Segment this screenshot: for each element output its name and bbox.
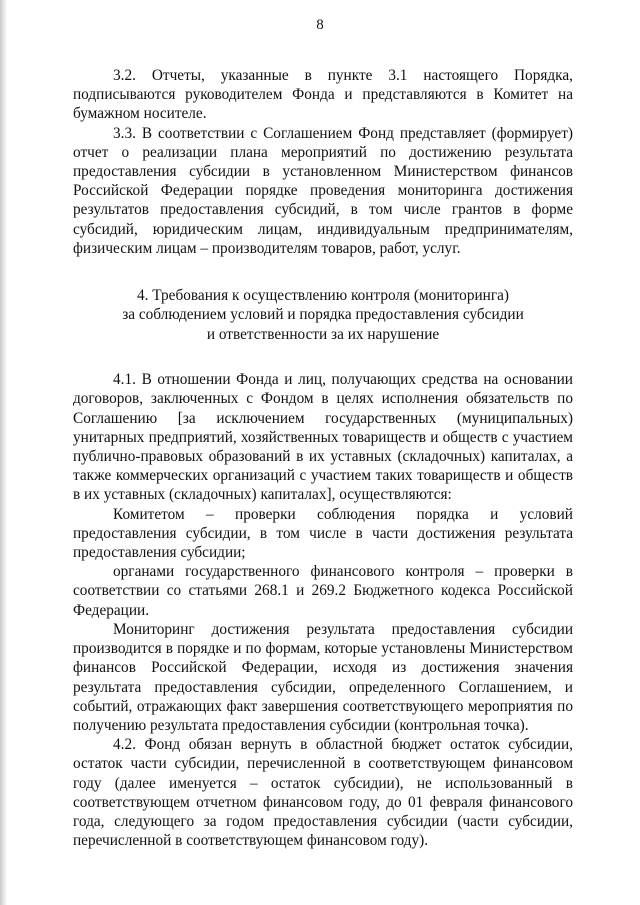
page-number: 8: [316, 17, 324, 33]
paragraph-committee-checks: Комитетом – проверки соблюдения порядка и условий предоставления субсидии, в том числе в части достижения результата предоставления субсидии;: [73, 505, 573, 562]
scan-edge-shadow: [0, 0, 7, 905]
section-4-heading: [73, 286, 573, 344]
paragraph-3-3: 3.3. В соответствии с Соглашением Фонд представляет (формирует) отчет о реализации плана мероприятий по достижению результата предоставления субсидии в установленном Министерством финансов Российской Федерации порядке проведения мониторинга достижения результатов предоставления субсидий, в том числе грантов в форме субсидий, юридическим лицам, индивидуальным предпринимателям, физическим лицам – производителям товаров, работ, услуг.: [73, 124, 573, 257]
paragraph-monitoring: Мониторинг достижения результата предоставления субсидии производится в порядке и по формам, которые установлены Министерством финансов Российской Федерации, исходя из достижения значения результата предоставления субсидии, определенного Соглашением, и событий, отражающих факт завершения соответствующего мероприятия по получению результата предоставления субсидии (контрольная точка).: [73, 620, 573, 734]
section-heading-line-1: 4. Требования к осуществлению контроля (мониторинга): [136, 287, 510, 305]
paragraph-financial-control: органами государственного финансового контроля – проверки в соответствии со статьями 268.1 и 269.2 Бюджетного кодекса Российской Федерации.: [73, 563, 573, 619]
paragraph-4-1: 4.1. В отношении Фонда и лиц, получающих средства на основании договоров, заключенных с Фондом в целях исполнения обязательств по Соглашению [за исключением государственных (муниципальных) унитарных предприятий, хозяйственных товариществ и обществ с участием публично-правовых образований в их уставных (складочных) капиталах, а также коммерческих организаций с участием таких товариществ и обществ в их уставных (складочных) капиталах], осуществляются:: [73, 371, 573, 504]
section-heading-line-3: и ответственности за их нарушение: [206, 325, 440, 343]
paragraph-3-2: 3.2. Отчеты, указанные в пункте 3.1 настоящего Порядка, подписываются руководителем Фонда и представляются в Комитет на бумажном носителе.: [73, 67, 573, 123]
section-heading-line-2: за соблюдением условий и порядка предоставления субсидии: [122, 306, 524, 324]
paragraph-4-2: 4.2. Фонд обязан вернуть в областной бюджет остаток субсидии, остаток части субсидии, перечисленной в соответствующем финансовом году (далее именуется – остаток субсидии), не использованный в соответствующем отчетном финансовом году, до 01 февраля финансового года, следующего за годом предоставления субсидии (части субсидии, перечисленной в соответствующем финансовом году).: [73, 736, 573, 850]
document-body: [73, 66, 573, 850]
